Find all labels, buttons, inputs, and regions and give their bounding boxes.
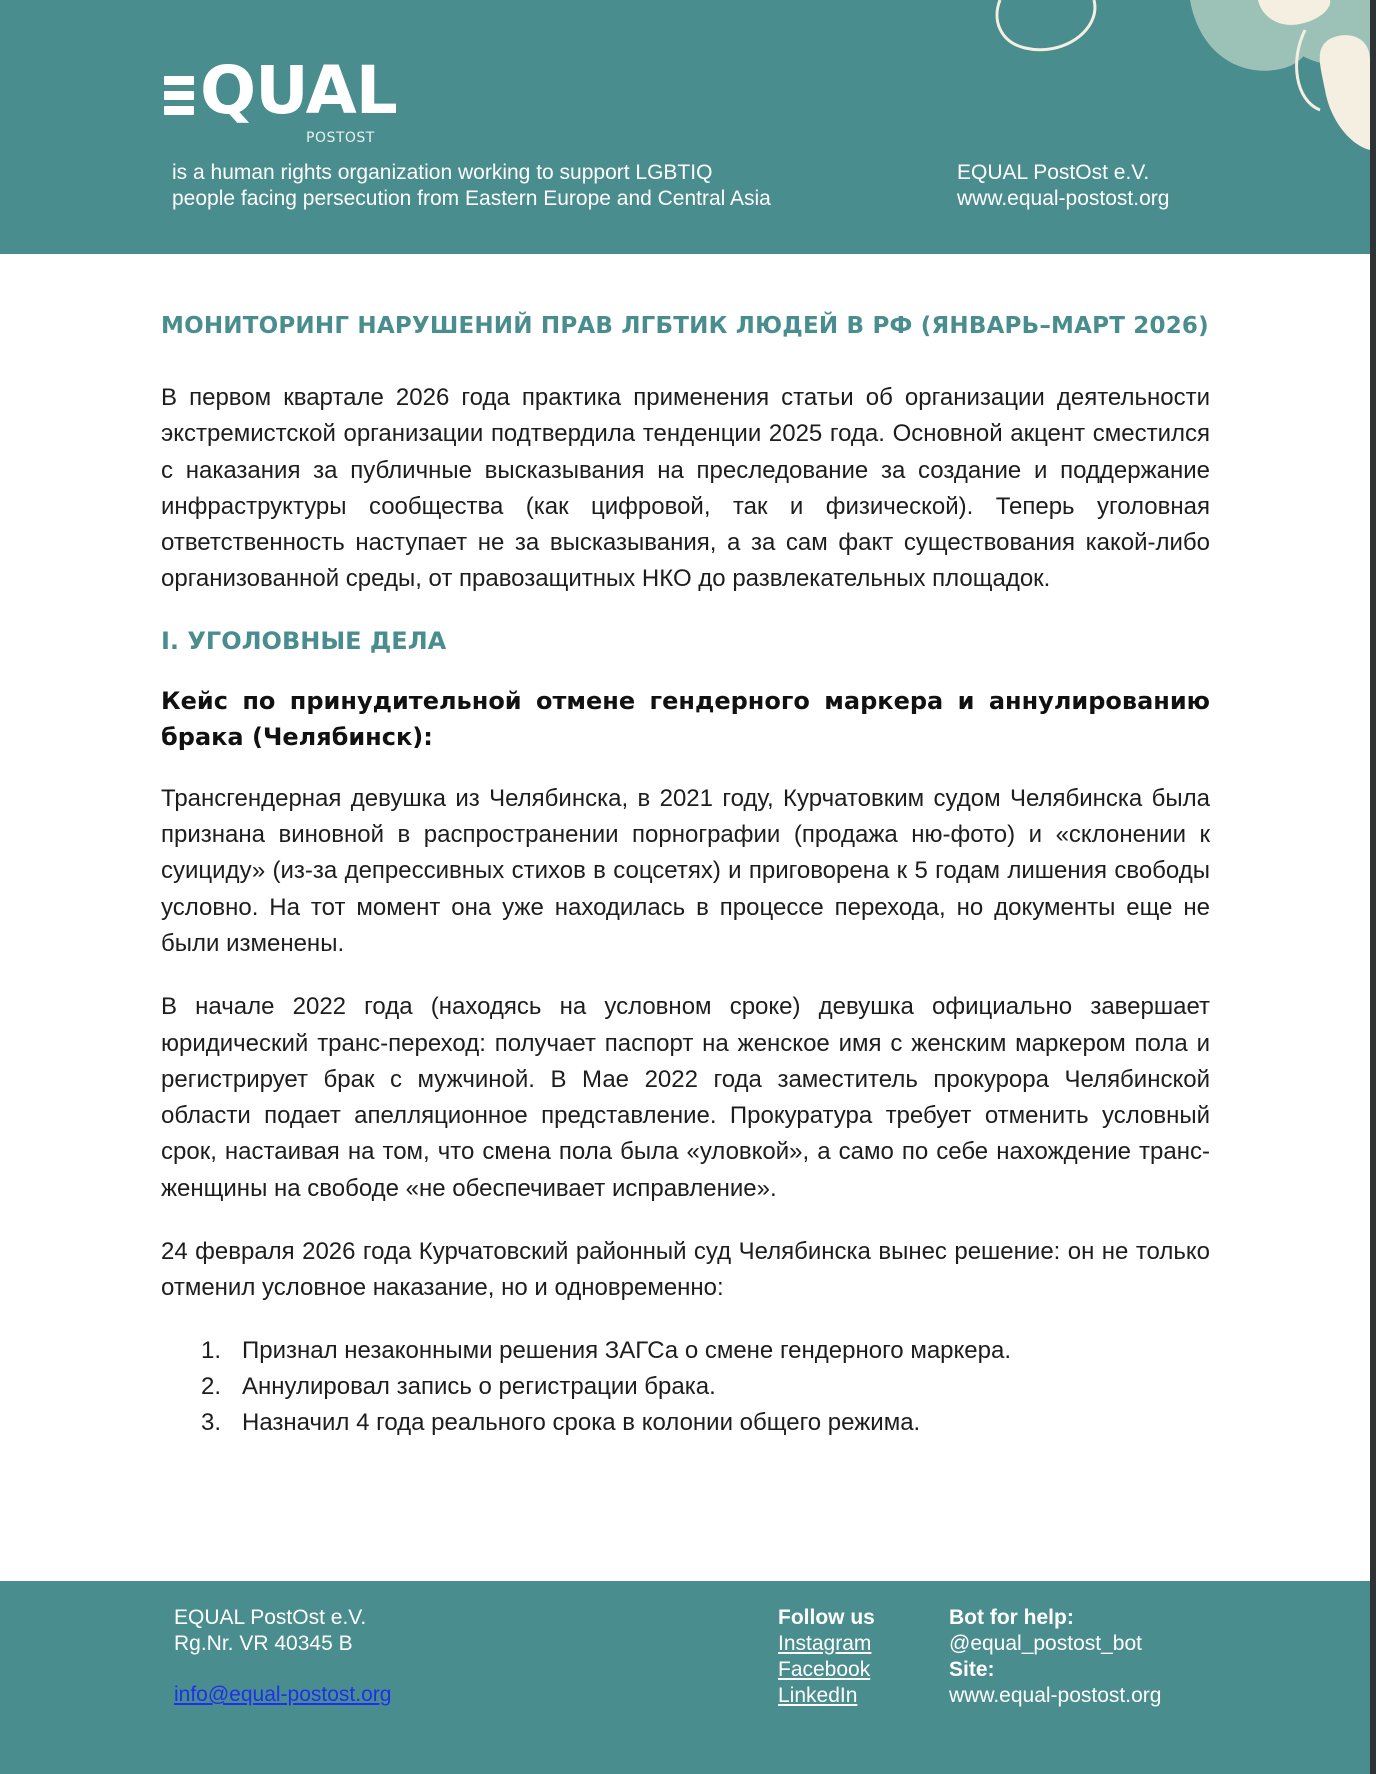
footer-email-link[interactable]: info@equal-postost.org	[174, 1683, 392, 1706]
linkedin-link[interactable]: LinkedIn	[778, 1684, 858, 1707]
document-body	[161, 304, 1210, 1442]
list-item	[161, 1333, 1210, 1369]
case-heading: Кейс по принудительной отмене гендерного маркера и аннулированию брака (Челябинск):	[161, 686, 1210, 751]
tagline-line-1: is a human rights organization working to support LGBTIQ	[172, 161, 713, 184]
court-decisions-list	[161, 1333, 1210, 1442]
header-banner	[0, 0, 1370, 254]
instagram-link[interactable]: Instagram	[778, 1632, 872, 1655]
logo-subtitle: POSTOST	[306, 130, 375, 146]
list-item-number: 2.	[201, 1372, 222, 1400]
footer-org-name: EQUAL PostOst e.V.	[174, 1606, 367, 1629]
intro-paragraph: В первом квартале 2026 года практика применения статьи об организации деятельности экстремистской организации подтвердила тенденции 2025 года. Основной акцент сместился с наказания за публичные высказывания на преследование за создание и поддержание инфраструктуры сообщества (как цифровой, так и физической). Теперь уголовная ответственность наступает не за высказывания, а за сам факт существования какой-либо организованной среды, от правозащитных НКО до развлекательных площадок.	[161, 384, 1210, 593]
list-item	[161, 1405, 1210, 1441]
header-org-info	[957, 160, 1169, 212]
site-label: Site:	[949, 1658, 995, 1681]
case-paragraph-3: 24 февраля 2026 года Курчатовский районный суд Челябинска вынес решение: он не только отменил условное наказание, но и одновременно:	[161, 1238, 1210, 1302]
case-paragraph-1: Трансгендерная девушка из Челябинска, в 2021 году, Курчатовким судом Челябинска была признана виновной в распространении порнографии (продажа ню-фото) и «склонении к суициду» (из-за депрессивных стихов в соцсетях) и приговорена к 5 годам лишения свободы условно. На тот момент она уже находилась в процессе перехода, но документы еще не были изменены.	[161, 784, 1210, 957]
footer-reg-number: Rg.Nr. VR 40345 B	[174, 1632, 353, 1655]
footer-help-block	[949, 1605, 1161, 1709]
section-title-criminal-cases: I. УГОЛОВНЫЕ ДЕЛА	[161, 626, 447, 655]
tagline-line-2: people facing persecution from Eastern Europe and Central Asia	[172, 187, 771, 210]
list-item	[161, 1369, 1210, 1405]
footer-social-block	[778, 1605, 875, 1709]
bot-label: Bot for help:	[949, 1606, 1074, 1629]
list-item-text: Аннулировал запись о регистрации брака.	[242, 1372, 716, 1400]
header-org-site: www.equal-postost.org	[957, 187, 1170, 210]
header-org-name: EQUAL PostOst e.V.	[957, 161, 1150, 184]
document-title: МОНИТОРИНГ НАРУШЕНИЙ ПРАВ ЛГБТИК ЛЮДЕЙ В РФ (ЯНВАРЬ–МАРТ 2026)	[161, 313, 1209, 339]
list-item-number: 1.	[201, 1336, 222, 1364]
page-edge	[1370, 0, 1376, 1774]
logo-e-bars	[164, 76, 194, 121]
list-item-text: Назначил 4 года реального срока в колонии общего режима.	[242, 1409, 921, 1437]
footer-site-url: www.equal-postost.org	[949, 1684, 1162, 1707]
logo-wordmark: QUAL	[200, 52, 397, 129]
footer-org-block	[174, 1605, 391, 1708]
equal-logo	[160, 52, 397, 150]
org-tagline	[172, 160, 892, 212]
facebook-link[interactable]: Facebook	[778, 1658, 871, 1681]
list-item-text: Признал незаконными решения ЗАГСа о смене гендерного маркера.	[242, 1336, 1011, 1364]
list-item-number: 3.	[201, 1409, 222, 1437]
bot-handle: @equal_postost_bot	[949, 1632, 1142, 1655]
follow-us-label: Follow us	[778, 1606, 875, 1629]
case-paragraph-2: В начале 2022 года (находясь на условном сроке) девушка официально завершает юридический транс-переход: получает паспорт на женское имя с женским маркером пола и регистрирует брак с мужчиной. В Мае 2022 года заместитель прокурора Челябинской области подает апелляционное представление. Прокуратура требует отменить условный срок, настаивая на том, что смена пола была «уловкой», а само по себе нахождение транс-женщины на свободе «не обеспечивает исправление».	[161, 993, 1210, 1202]
footer-banner	[0, 1581, 1370, 1774]
